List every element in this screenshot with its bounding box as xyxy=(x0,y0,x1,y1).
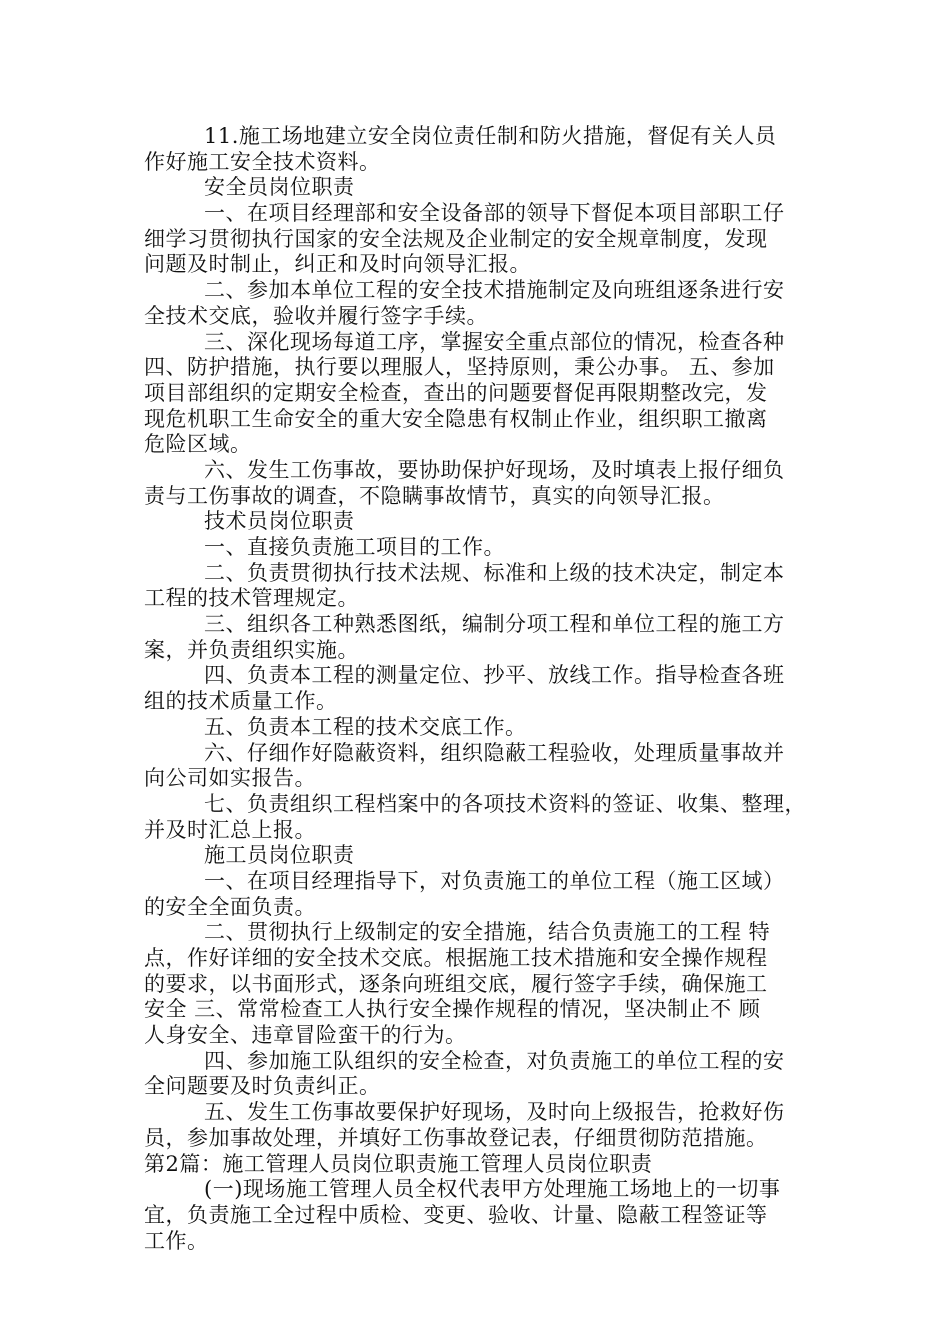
text-line: 二、负责贯彻执行技术法规、标准和上级的技术决定，制定本 xyxy=(204,560,785,585)
text-line: 二、参加本单位工程的安全技术措施制定及向班组逐条进行安 xyxy=(204,278,785,303)
text-line: 员，参加事故处理，并填好工伤事故登记表，仔细贯彻防范措施。 xyxy=(144,1125,768,1150)
text-line: 六、仔细作好隐蔽资料，组织隐蔽工程验收，处理质量事故并 xyxy=(204,740,785,765)
text-line: 全问题要及时负责纠正。 xyxy=(144,1074,381,1099)
text-line: 责与工伤事故的调查，不隐瞒事故情节，真实的向领导汇报。 xyxy=(144,483,725,508)
text-line: 点，作好详细的安全技术交底。根据施工技术措施和安全操作规程 xyxy=(144,946,768,970)
text-line: 项目部组织的定期安全检查，查出的问题要督促再限期整改完，发 xyxy=(144,380,768,405)
text-line: 四、参加施工队组织的安全检查，对负责施工的单位工程的安 xyxy=(204,1048,785,1073)
text-line: 三、深化现场每道工序，掌握安全重点部位的情况，检查各种 xyxy=(204,329,785,354)
text-line: 向公司如实报告。 xyxy=(144,766,316,791)
text-line: 并及时汇总上报。 xyxy=(144,817,316,842)
text-line: 四、防护措施，执行要以理服人，坚持原则，秉公办事。 五、参加 xyxy=(144,355,775,380)
text-line: (一)现场施工管理人员全权代表甲方处理施工场地上的一切事 xyxy=(204,1177,781,1202)
text-line: 施工员岗位职责 xyxy=(204,843,355,868)
text-line: 全技术交底，验收并履行签字手续。 xyxy=(144,303,488,328)
text-line: 第2篇：施工管理人员岗位职责施工管理人员岗位职责 xyxy=(144,1151,653,1176)
text-line: 五、发生工伤事故要保护好现场，及时向上级报告，抢救好伤 xyxy=(204,1100,785,1125)
text-line: 三、组织各工种熟悉图纸，编制分项工程和单位工程的施工方 xyxy=(204,612,785,637)
text-line: 一、直接负责施工项目的工作。 xyxy=(204,535,505,559)
text-line: 宜，负责施工全过程中质检、变更、验收、计量、隐蔽工程签证等 xyxy=(144,1202,768,1227)
document-page xyxy=(144,124,824,1254)
text-line: 一、在项目经理部和安全设备部的领导下督促本项目部职工仔 xyxy=(204,201,785,226)
text-line: 的要求，以书面形式，逐条向班组交底，履行签字手续，确保施工 xyxy=(144,971,768,996)
text-line: 五、负责本工程的技术交底工作。 xyxy=(204,714,527,739)
text-line: 一、在项目经理指导下，对负责施工的单位工程（施工区域） xyxy=(204,868,785,893)
text-line: 二、贯彻执行上级制定的安全措施，结合负责施工的工程 特 xyxy=(204,920,771,945)
text-line: 11.施工场地建立安全岗位责任制和防火措施，督促有关人员 xyxy=(204,124,777,148)
text-line: 四、负责本工程的测量定位、抄平、放线工作。指导检查各班 xyxy=(204,663,785,688)
text-line: 七、负责组织工程档案中的各项技术资料的签证、收集、整理， xyxy=(204,791,806,816)
text-line: 工程的技术管理规定。 xyxy=(144,586,359,611)
text-line: 问题及时制止，纠正和及时向领导汇报。 xyxy=(144,252,531,277)
text-line: 六、发生工伤事故，要协助保护好现场，及时填表上报仔细负 xyxy=(204,457,785,482)
text-line: 安全 三、常常检查工人执行安全操作规程的情况，坚决制止不 顾 xyxy=(144,997,761,1022)
text-line: 人身安全、违章冒险蛮干的行为。 xyxy=(144,1023,467,1048)
text-line: 案，并负责组织实施。 xyxy=(144,637,359,662)
text-line: 工作。 xyxy=(144,1228,209,1253)
text-line: 危险区域。 xyxy=(144,432,252,457)
text-line: 的安全全面负责。 xyxy=(144,894,316,919)
text-line: 安全员岗位职责 xyxy=(204,175,355,200)
text-line: 作好施工安全技术资料。 xyxy=(144,149,381,174)
text-line: 现危机职工生命安全的重大安全隐患有权制止作业，组织职工撤离 xyxy=(144,406,768,431)
text-line: 细学习贯彻执行国家的安全法规及企业制定的安全规章制度，发现 xyxy=(144,226,768,251)
text-line: 技术员岗位职责 xyxy=(204,509,355,534)
text-line: 组的技术质量工作。 xyxy=(144,689,338,714)
